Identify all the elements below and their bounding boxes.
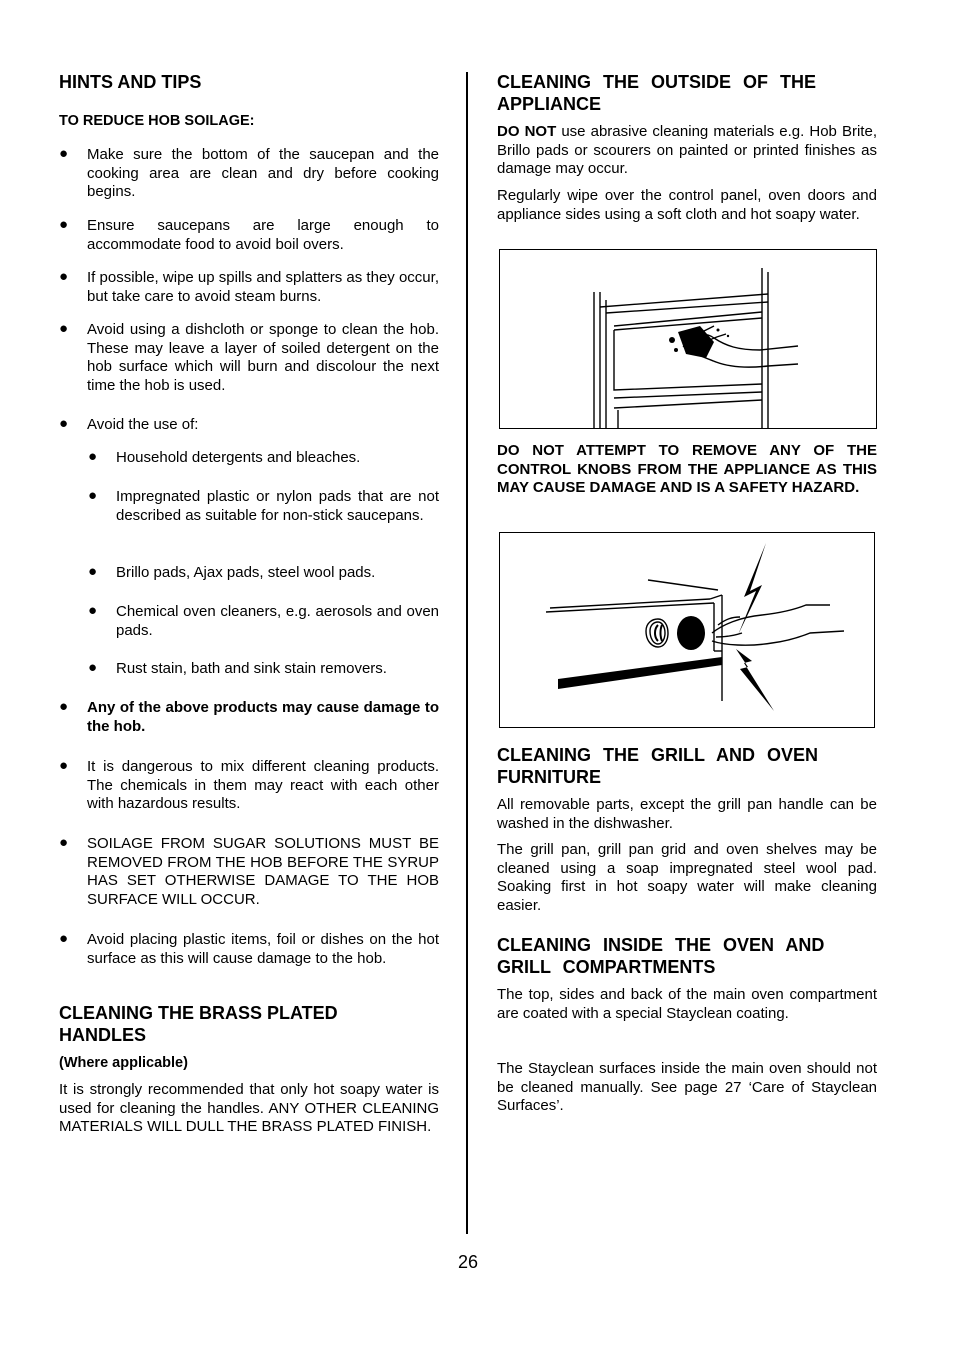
bullet-icon: ● (59, 757, 69, 774)
sub-list-item-text: Brillo pads, Ajax pads, steel wool pads. (116, 564, 376, 581)
do-not-emphasis: DO NOT (497, 123, 557, 140)
outside-paragraph-1-rest: use abrasive cleaning materials e.g. Hob Brite, Brillo pads or scourers on painted or printed finishes as damage may occur. (497, 123, 877, 177)
sub-list-item-text: Chemical oven cleaners, e.g. aerosols and oven pads. (116, 603, 439, 639)
list-item-text: Ensure saucepans are large enough to accommodate food to avoid boil overs. (87, 217, 439, 253)
bullet-icon: ● (88, 563, 98, 580)
control-knob-illustration (499, 532, 875, 728)
column-divider (466, 72, 468, 1234)
sub-list-item-text: Rust stain, bath and sink stain removers. (116, 660, 387, 677)
list-item-text: Avoid using a dishcloth or sponge to clean the hob. These may leave a layer of soiled detergent on the hob surface which will burn and discolour the next time the hob is used. (87, 321, 439, 394)
list-item-text: If possible, wipe up spills and splatters as they occur, but take care to avoid steam burns. (87, 269, 439, 305)
knobs-warning: DO NOT ATTEMPT TO REMOVE ANY OF THE CONTROL KNOBS FROM THE APPLIANCE AS THIS MAY CAUSE DAMAGE AND IS A SAFETY HAZARD. (497, 442, 877, 496)
list-item-text: It is dangerous to mix different cleaning products. The chemicals in them may react with each other with hazardous results. (87, 758, 439, 812)
inside-title: CLEANING INSIDE THE OVEN AND GRILL COMPARTMENTS (497, 935, 825, 977)
brass-text: It is strongly recommended that only hot soapy water is used for cleaning the handles. ANY OTHER CLEANING MATERIALS WILL DULL THE BRASS PLATED FINISH. (59, 1081, 439, 1135)
list-item-text: Avoid the use of: (87, 416, 199, 433)
wiping-hand-image (500, 250, 876, 428)
bullet-icon: ● (59, 216, 69, 233)
page-number: 26 (458, 1252, 479, 1272)
bullet-icon: ● (59, 415, 69, 432)
bullet-icon: ● (59, 930, 69, 947)
hints-title: HINTS AND TIPS (59, 72, 202, 92)
list-item-text: Avoid placing plastic items, foil or dishes on the hot surface as this will cause damage to the hob. (87, 931, 439, 967)
grill-paragraph-2: The grill pan, grill pan grid and oven shelves may be cleaned using a soap impregnated steel wool pad. Soaking first in hot soapy water will make cleaning easier. (497, 841, 877, 914)
outside-paragraph-1 (497, 123, 877, 179)
list-item-text: Any of the above products may cause damage to the hob. (87, 699, 439, 735)
brass-subtitle: (Where applicable) (59, 1055, 188, 1071)
outside-title: CLEANING THE OUTSIDE OF THE APPLIANCE (497, 72, 817, 114)
brass-title: CLEANING THE BRASS PLATED HANDLES (59, 1003, 338, 1045)
wiping-oven-illustration (499, 249, 877, 429)
hand-on-knob-image (500, 533, 874, 727)
list-item-text: Make sure the bottom of the saucepan and the cooking area are clean and dry before cooking begins. (87, 146, 439, 200)
bullet-icon: ● (59, 145, 69, 162)
sub-list-item-text: Household detergents and bleaches. (116, 449, 361, 466)
bullet-icon: ● (59, 320, 69, 337)
bullet-icon: ● (88, 602, 98, 619)
bullet-icon: ● (59, 834, 69, 851)
sub-list-item-text: Impregnated plastic or nylon pads that are not described as suitable for non-stick saucepans. (116, 488, 439, 524)
grill-title: CLEANING THE GRILL AND OVEN FURNITURE (497, 745, 819, 787)
inside-paragraph-2: The Stayclean surfaces inside the main oven should not be cleaned manually. See page 27 ‘Care of Stayclean Surfaces’. (497, 1060, 877, 1114)
bullet-icon: ● (59, 698, 69, 715)
soilage-subtitle: TO REDUCE HOB SOILAGE: (59, 113, 255, 129)
outside-paragraph-2: Regularly wipe over the control panel, oven doors and appliance sides using a soft cloth and hot soapy water. (497, 187, 877, 223)
bullet-icon: ● (88, 448, 98, 465)
bullet-icon: ● (88, 659, 98, 676)
grill-paragraph-1: All removable parts, except the grill pan handle can be washed in the dishwasher. (497, 796, 877, 832)
list-item-text: SOILAGE FROM SUGAR SOLUTIONS MUST BE REMOVED FROM THE HOB BEFORE THE SYRUP HAS SET OTHERWISE DAMAGE TO THE HOB SURFACE WILL OCCUR. (87, 835, 439, 908)
inside-paragraph-1: The top, sides and back of the main oven compartment are coated with a special Stayclean coating. (497, 986, 877, 1022)
bullet-icon: ● (88, 487, 98, 504)
bullet-icon: ● (59, 268, 69, 285)
